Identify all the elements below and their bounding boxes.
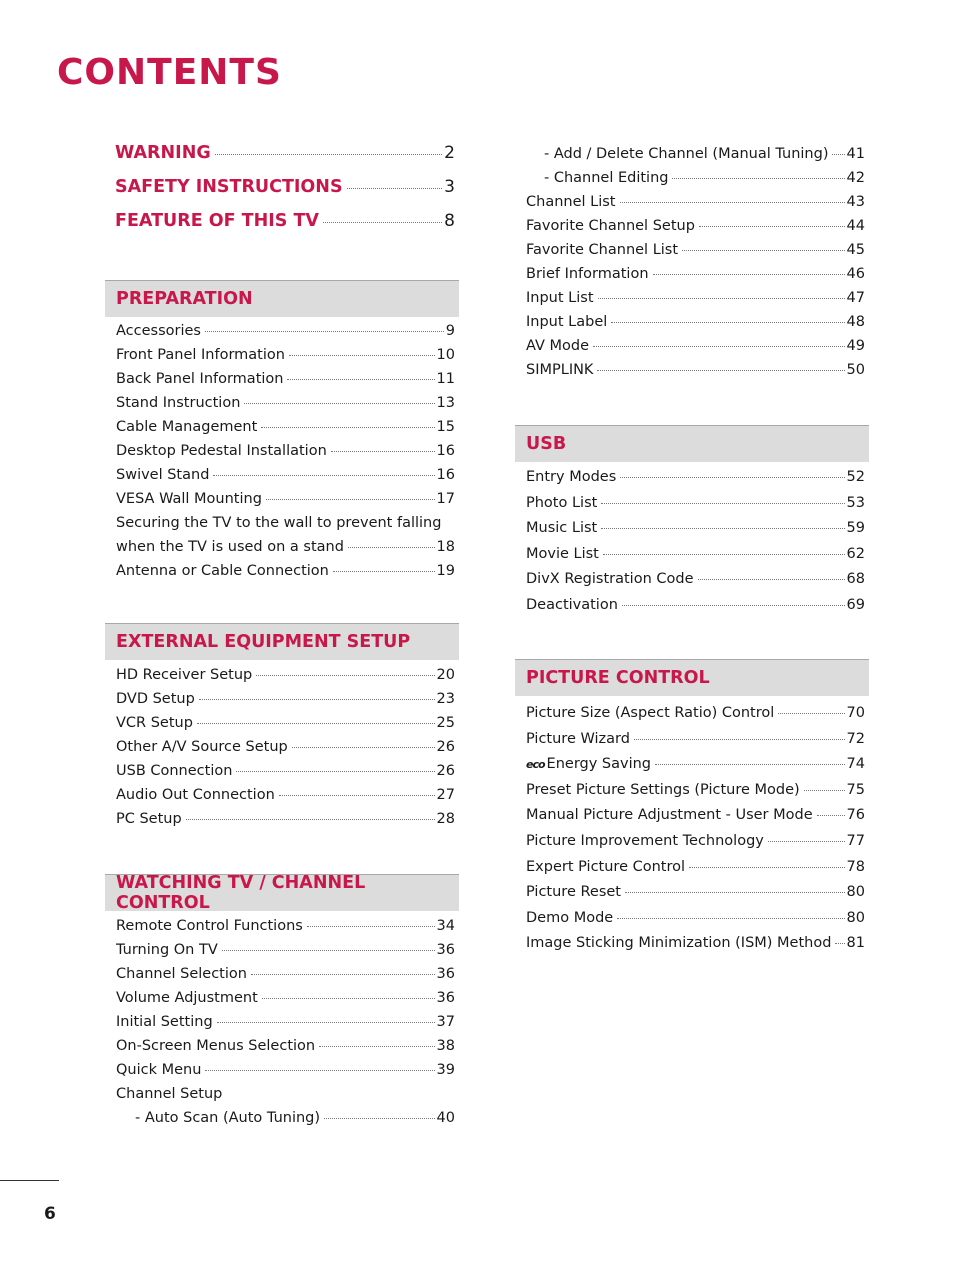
toc-entry[interactable]	[116, 918, 455, 942]
toc-entry[interactable]	[116, 691, 455, 715]
leader-dots	[835, 943, 844, 944]
toc-entry-label: - Add / Delete Channel (Manual Tuning)	[544, 146, 829, 162]
toc-entry-page: 23	[436, 691, 455, 707]
toc-entry-label: Audio Out Connection	[116, 787, 275, 803]
section-header: PREPARATION	[105, 280, 459, 317]
toc-entry[interactable]	[526, 935, 865, 961]
leader-dots	[593, 346, 845, 347]
toc-entry-page: 19	[436, 563, 455, 579]
toc-entry-page: 52	[846, 469, 865, 485]
leader-dots	[323, 222, 442, 223]
toc-entry[interactable]	[526, 807, 865, 833]
toc-entry[interactable]	[116, 539, 455, 563]
leader-dots	[804, 790, 845, 791]
leader-dots	[262, 998, 435, 999]
leader-dots	[634, 739, 845, 740]
section-external-equipment	[105, 623, 459, 835]
section-watching-tv	[105, 874, 459, 1134]
toc-entry-page: 18	[436, 539, 455, 555]
toc-entry-label: Initial Setting	[116, 1014, 213, 1030]
toc-entry[interactable]	[116, 371, 455, 395]
leader-dots	[622, 605, 845, 606]
leader-dots	[768, 841, 845, 842]
toc-entry-label: Volume Adjustment	[116, 990, 258, 1006]
toc-entry[interactable]	[116, 1014, 455, 1038]
toc-entry-page: 80	[846, 884, 865, 901]
toc-entry[interactable]	[116, 515, 455, 539]
toc-entry[interactable]	[116, 1062, 455, 1086]
toc-entry-label: Remote Control Functions	[116, 918, 303, 934]
toc-entry-page: 16	[436, 443, 455, 459]
toc-entry-page: 80	[846, 909, 865, 926]
section-header: WATCHING TV / CHANNEL CONTROL	[105, 874, 459, 911]
toc-entry[interactable]	[526, 859, 865, 885]
toc-entry[interactable]	[526, 546, 865, 572]
leader-dots	[689, 867, 845, 868]
toc-entry-label: Front Panel Information	[116, 347, 285, 363]
toc-entry-page: 50	[846, 362, 865, 378]
toc-entry[interactable]	[526, 705, 865, 731]
leader-dots	[611, 322, 844, 323]
leader-dots	[292, 747, 435, 748]
toc-entry[interactable]	[116, 966, 455, 990]
toc-entry-page: 36	[436, 990, 455, 1006]
leader-dots	[625, 892, 845, 893]
toc-entry-label: DVD Setup	[116, 691, 195, 707]
toc-entry[interactable]	[116, 491, 455, 515]
toc-entry-page: 75	[846, 781, 865, 798]
toc-entry[interactable]	[526, 170, 865, 194]
leader-dots	[601, 503, 844, 504]
toc-entry-label: Swivel Stand	[116, 467, 210, 483]
toc-entry[interactable]	[116, 395, 455, 419]
toc-entry-label: HD Receiver Setup	[116, 667, 253, 683]
leader-dots	[319, 1046, 434, 1047]
toc-entry-label: when the TV is used on a stand	[116, 539, 344, 555]
toc-entry[interactable]	[526, 910, 865, 936]
section-channel-continued	[515, 146, 869, 386]
section-preparation	[105, 280, 459, 587]
toc-entry-page: 81	[846, 935, 865, 952]
section-picture-control	[515, 659, 869, 961]
toc-entry[interactable]	[116, 323, 455, 347]
toc-entry-label: Picture Size (Aspect Ratio) Control	[526, 705, 775, 721]
toc-entry[interactable]	[526, 218, 865, 242]
toc-entry[interactable]	[526, 290, 865, 314]
leader-dots	[620, 202, 845, 203]
toc-entry-label: Other A/V Source Setup	[116, 739, 288, 755]
toc-entry-label: Turning On TV	[116, 942, 218, 958]
toc-entry-label: Back Panel Information	[116, 371, 284, 387]
toc-entry-label: Input Label	[526, 314, 608, 330]
toc-entry-page: 40	[436, 1110, 455, 1126]
toc-entry-page: 41	[846, 146, 865, 162]
leader-dots	[266, 499, 435, 500]
toc-entry[interactable]	[116, 1110, 455, 1134]
toc-entry[interactable]	[526, 731, 865, 757]
leader-dots	[672, 178, 844, 179]
toc-entry-page: 76	[846, 807, 865, 824]
toc-entry-label: Antenna or Cable Connection	[116, 563, 329, 579]
toc-entry-page: 62	[846, 545, 865, 562]
toc-entry[interactable]	[526, 194, 865, 218]
toc-entry-label: Manual Picture Adjustment - User Mode	[526, 807, 813, 824]
page-number: 6	[44, 1204, 56, 1224]
leader-dots	[197, 723, 435, 724]
leader-dots	[205, 331, 444, 332]
toc-entry[interactable]	[526, 520, 865, 546]
toc-entry-label: DivX Registration Code	[526, 571, 694, 588]
toc-entry-page: 28	[436, 811, 455, 827]
toc-entry[interactable]	[526, 884, 865, 910]
toc-entry-label: Image Sticking Minimization (ISM) Method	[526, 935, 832, 952]
toc-entry-label: Accessories	[116, 323, 201, 339]
toc-entry-label: Channel List	[526, 194, 616, 210]
toc-entry[interactable]	[526, 597, 865, 623]
toc-entry-page: 39	[436, 1062, 455, 1078]
toc-entry-page: 69	[846, 596, 865, 613]
toc-entry-page: 43	[846, 194, 865, 210]
toc-entry[interactable]	[116, 563, 455, 587]
toc-entry-label: - Auto Scan (Auto Tuning)	[135, 1110, 321, 1126]
leader-dots	[348, 547, 435, 548]
toc-entry[interactable]	[116, 443, 455, 467]
leader-dots	[597, 370, 844, 371]
leader-dots	[817, 815, 845, 816]
leader-dots	[287, 379, 434, 380]
toc-entry-label: - Channel Editing	[544, 170, 669, 186]
eco-energy-icon: eco	[526, 758, 545, 772]
toc-entry-page: 37	[436, 1014, 455, 1030]
toc-entry-page: 26	[436, 763, 455, 779]
toc-entry-page: 72	[846, 730, 865, 747]
toc-entry-label: Demo Mode	[526, 909, 614, 926]
toc-entry[interactable]	[116, 763, 455, 787]
section-header: PICTURE CONTROL	[515, 659, 869, 696]
toc-entry-page: 78	[846, 858, 865, 875]
section-header: USB	[515, 425, 869, 462]
toc-entry-label: Favorite Channel Setup	[526, 218, 695, 234]
toc-entry-label: Picture Improvement Technology	[526, 832, 764, 849]
section-usb	[515, 425, 869, 623]
toc-entry-label: On-Screen Menus Selection	[116, 1038, 316, 1054]
toc-entry-page: 45	[846, 242, 865, 258]
toc-entry-label: Movie List	[526, 545, 599, 562]
toc-entry-page: 10	[436, 347, 455, 363]
toc-entry-safety[interactable]: SAFETY INSTRUCTIONS 3	[115, 177, 455, 197]
leader-dots	[617, 918, 844, 919]
toc-entry-label: Securing the TV to the wall to prevent falling	[116, 515, 442, 531]
toc-entry-label: Channel Selection	[116, 966, 247, 982]
toc-entry-label: SIMPLINK	[526, 362, 594, 378]
leader-dots	[598, 298, 845, 299]
leader-dots	[698, 579, 845, 580]
toc-entry-page: 48	[846, 314, 865, 330]
toc-entry-label: VESA Wall Mounting	[116, 491, 262, 507]
toc-entry-page: 16	[436, 467, 455, 483]
toc-entry-page: 46	[846, 266, 865, 282]
leader-dots	[324, 1118, 435, 1119]
toc-entry-label: Preset Picture Settings (Picture Mode)	[526, 781, 800, 798]
toc-entry-page: 42	[846, 170, 865, 186]
toc-entry-page: 17	[436, 491, 455, 507]
toc-entry[interactable]	[526, 571, 865, 597]
toc-entry-page: 53	[846, 494, 865, 511]
leader-dots	[205, 1070, 434, 1071]
toc-entry-page: 47	[846, 290, 865, 306]
toc-entry[interactable]	[116, 1038, 455, 1062]
toc-entry[interactable]	[526, 756, 865, 782]
toc-entry-page: 74	[846, 756, 865, 773]
toc-entry[interactable]	[116, 990, 455, 1014]
toc-entry-label: VCR Setup	[116, 715, 193, 731]
toc-entry-label: Favorite Channel List	[526, 242, 679, 258]
section-header: EXTERNAL EQUIPMENT SETUP	[105, 623, 459, 660]
toc-entry-page: 68	[846, 571, 865, 588]
leader-dots	[333, 571, 435, 572]
toc-entry[interactable]	[526, 469, 865, 495]
toc-entry-page: 36	[436, 942, 455, 958]
toc-entry-page: 77	[846, 832, 865, 849]
toc-entry[interactable]	[116, 467, 455, 491]
toc-entry-label: Music List	[526, 520, 598, 537]
toc-entry[interactable]	[526, 314, 865, 338]
toc-entry-label: PC Setup	[116, 811, 182, 827]
toc-entry[interactable]	[116, 811, 455, 835]
toc-entry-label: Input List	[526, 290, 594, 306]
toc-entry[interactable]	[116, 942, 455, 966]
leader-dots	[331, 451, 435, 452]
toc-entry-label: USB Connection	[116, 763, 233, 779]
left-column	[105, 143, 459, 245]
leader-dots	[251, 974, 435, 975]
toc-entry-label: Picture Wizard	[526, 730, 630, 747]
toc-entry-label: Stand Instruction	[116, 395, 241, 411]
leader-dots	[199, 699, 435, 700]
toc-entry[interactable]	[526, 362, 865, 386]
toc-entry-page: 38	[436, 1038, 455, 1054]
leader-dots	[213, 475, 434, 476]
toc-entry-page: 9	[445, 323, 455, 339]
toc-entry-label: AV Mode	[526, 338, 590, 354]
toc-entry-label: Quick Menu	[116, 1062, 202, 1078]
leader-dots	[215, 154, 442, 155]
toc-entry[interactable]	[526, 338, 865, 362]
toc-entry[interactable]	[116, 667, 455, 691]
toc-entry[interactable]	[526, 266, 865, 290]
toc-entry-label: Picture Reset	[526, 884, 621, 901]
toc-entry-label: Cable Management	[116, 419, 258, 435]
toc-entry[interactable]	[116, 347, 455, 371]
toc-entry-label: Entry Modes	[526, 469, 617, 485]
toc-entry[interactable]	[526, 782, 865, 808]
toc-entry-page: 27	[436, 787, 455, 803]
leader-dots	[244, 403, 434, 404]
toc-entry-label: Deactivation	[526, 596, 618, 613]
leader-dots	[655, 764, 845, 765]
leader-dots	[603, 554, 845, 555]
leader-dots	[778, 713, 844, 714]
leader-dots	[186, 819, 435, 820]
leader-dots	[307, 926, 435, 927]
toc-entry-label: Channel Setup	[116, 1086, 223, 1102]
leader-dots	[653, 274, 845, 275]
toc-entry-label: Photo List	[526, 494, 598, 511]
toc-entry[interactable]	[526, 146, 865, 170]
leader-dots	[236, 771, 434, 772]
toc-entry-page: 49	[846, 338, 865, 354]
toc-entry-warning[interactable]: WARNING 2	[115, 143, 455, 163]
toc-entry[interactable]	[116, 715, 455, 739]
leader-dots	[682, 250, 845, 251]
toc-entry-page: 59	[846, 520, 865, 537]
toc-entry-label: Expert Picture Control	[526, 858, 686, 875]
toc-entry-feature[interactable]: FEATURE OF THIS TV 8	[115, 211, 455, 231]
toc-entry[interactable]	[116, 419, 455, 443]
leader-dots	[279, 795, 435, 796]
toc-entry[interactable]	[116, 1086, 455, 1110]
toc-entry-label: Brief Information	[526, 266, 649, 282]
toc-entry-page: 25	[436, 715, 455, 731]
toc-entry-label: Desktop Pedestal Installation	[116, 443, 327, 459]
leader-dots	[699, 226, 845, 227]
toc-entry-page: 13	[436, 395, 455, 411]
toc-entry[interactable]	[526, 833, 865, 859]
toc-entry-label: Energy Saving	[546, 756, 652, 773]
toc-entry[interactable]	[526, 495, 865, 521]
leader-dots	[601, 528, 844, 529]
toc-entry-page: 44	[846, 218, 865, 234]
toc-entry[interactable]	[116, 739, 455, 763]
toc-entry-page: 15	[436, 419, 455, 435]
leader-dots	[620, 477, 844, 478]
footer-rule	[0, 1180, 59, 1181]
leader-dots	[289, 355, 435, 356]
toc-entry-page: 26	[436, 739, 455, 755]
leader-dots	[832, 154, 844, 155]
page-title: CONTENTS	[57, 52, 282, 93]
toc-entry-page: 34	[436, 918, 455, 934]
toc-entry-page: 70	[846, 705, 865, 721]
toc-entry[interactable]	[526, 242, 865, 266]
leader-dots	[256, 675, 434, 676]
leader-dots	[261, 427, 434, 428]
leader-dots	[217, 1022, 435, 1023]
leader-dots	[347, 188, 443, 189]
leader-dots	[222, 950, 435, 951]
toc-entry[interactable]	[116, 787, 455, 811]
toc-entry-page: 20	[436, 667, 455, 683]
toc-entry-page: 11	[436, 371, 455, 387]
toc-entry-page: 36	[436, 966, 455, 982]
